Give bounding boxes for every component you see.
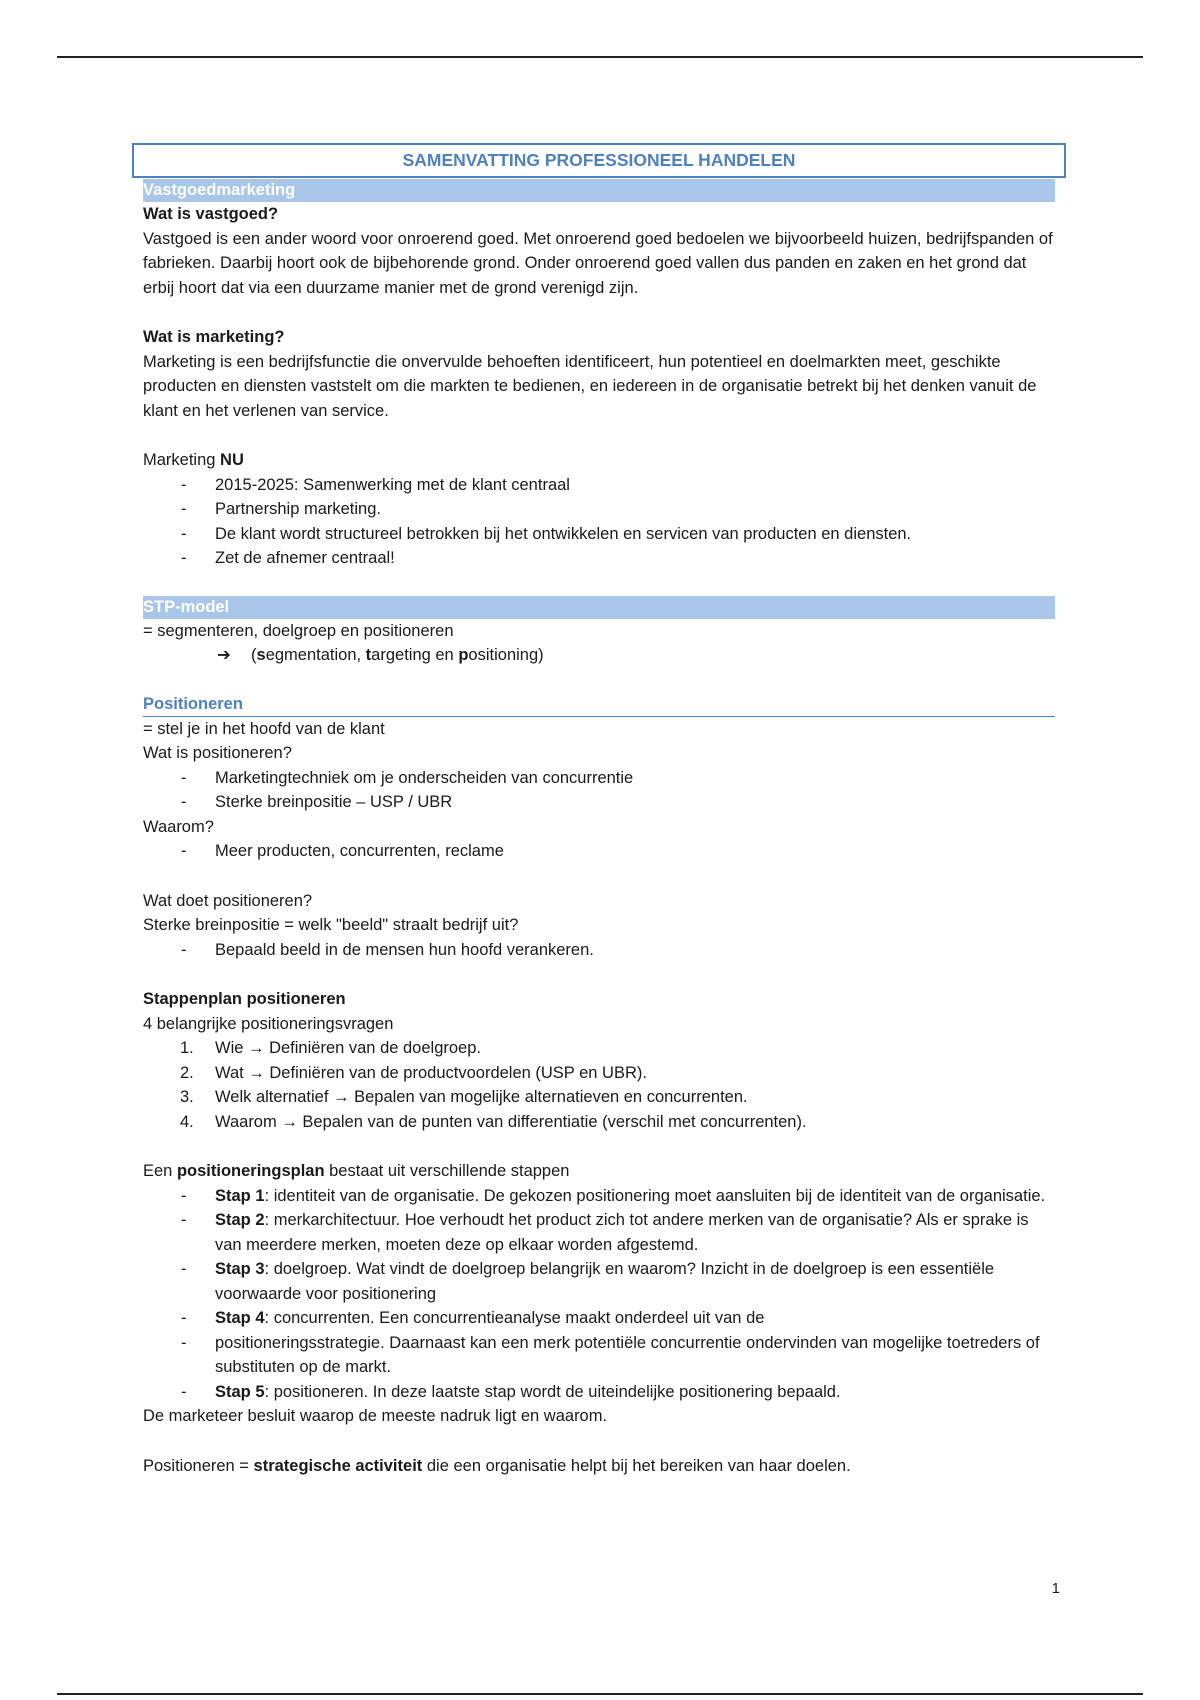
- question-what-positioning: Wat is positioneren?: [143, 744, 292, 762]
- why-list: [143, 839, 1055, 864]
- stp-definition: = segmenteren, doelgroep en positioneren: [143, 621, 454, 640]
- list-item: - 2015-2025: Samenwerking met de klant centraal: [143, 473, 1055, 498]
- final-statement: Positioneren = strategische activiteit die een organisatie helpt bij het bereiken van haar doelen.: [143, 1456, 851, 1475]
- list-item: - De klant wordt structureel betrokken bij het ontwikkelen en servicen van producten en diensten.: [143, 522, 1055, 547]
- list-item: - Sterke breinpositie – USP / UBR: [143, 790, 1055, 815]
- list-item: - positioneringsstrategie. Daarnaast kan een merk potentiële concurrentie ondervinden van mogelijke toetreders of substituten op de markt.: [143, 1331, 1055, 1380]
- list-item: - Stap 1: identiteit van de organisatie. De gekozen positionering moet aansluiten bij de identiteit van de organisatie.: [143, 1184, 1055, 1209]
- positioning-plan-intro: Een positioneringsplan bestaat uit verschillende stappen: [143, 1162, 570, 1180]
- list-item: 2. Wat → Definiëren van de productvoordelen (USP en UBR).: [180, 1063, 647, 1082]
- list-item: 3. Welk alternatief → Bepalen van mogelijke alternatieven en concurrenten.: [180, 1088, 748, 1106]
- marketing-nu-list: [143, 473, 1055, 571]
- plan-list: [143, 1036, 1055, 1134]
- plan-title: Stappenplan positioneren: [143, 990, 346, 1008]
- paragraph-marketing: Marketing is een bedrijfsfunctie die onvervulde behoeften identificeert, hun potentieel en doelmarkten meet, geschikte producten en diensten vaststelt om die markten te bedienen, en iedereen in de organisatie betrekt bij het denken vanuit de klant en het verlenen van service.: [143, 352, 1037, 420]
- document-body: [143, 145, 1055, 1478]
- list-item: 1. Wie → Definiëren van de doelgroep.: [180, 1039, 481, 1057]
- stp-arrow-line: ➔ (segmentation, targeting en positioning): [143, 643, 1055, 668]
- list-item: - Stap 3: doelgroep. Wat vindt de doelgroep belangrijk en waarom? Inzicht in de doelgroep is een essentiële voorwaarde voor positionering: [143, 1257, 1055, 1306]
- question-marketing: Wat is marketing?: [143, 328, 285, 346]
- list-item: - Stap 4: concurrenten. Een concurrentieanalyse maakt onderdeel uit van de: [143, 1306, 1055, 1331]
- header-rule: [57, 56, 1143, 58]
- list-item: - Partnership marketing.: [143, 497, 1055, 522]
- closing-line: De marketeer besluit waarop de meeste nadruk ligt en waarom.: [143, 1407, 608, 1425]
- paragraph-vastgoed: Vastgoed is een ander woord voor onroerend goed. Met onroerend goed bedoelen we bijvoorbeeld huizen, bedrijfspanden of fabrieken. Daarbij hoort ook de bijbehorende grond. Onder onroerend goed vallen dus panden en zaken en het grond dat erbij hoort dat via een duurzame manier met de grond verenigd zijn.: [143, 229, 1053, 297]
- plan-subtitle: 4 belangrijke positioneringsvragen: [143, 1014, 394, 1033]
- image-list: [143, 938, 1055, 963]
- list-item: - Marketingtechniek om je onderscheiden van concurrentie: [143, 766, 1055, 791]
- section-heading-vastgoedmarketing: Vastgoedmarketing: [143, 179, 1055, 202]
- question-why: Waarom?: [143, 817, 214, 836]
- arrow-icon: ➔: [217, 646, 231, 664]
- list-item: - Stap 2: merkarchitectuur. Hoe verhoudt het product zich tot andere merken van de organisatie? Als er sprake is van meerdere merken, moeten deze op elkaar worden afgestemd.: [143, 1208, 1055, 1257]
- list-item: - Zet de afnemer centraal!: [143, 546, 1055, 571]
- marketing-nu-label: Marketing NU: [143, 451, 244, 469]
- footer-rule: [57, 1693, 1143, 1695]
- positioning-list: [143, 766, 1055, 815]
- list-item: - Meer producten, concurrenten, reclame: [143, 839, 1055, 864]
- question-what-does-positioning: Wat doet positioneren?: [143, 891, 313, 910]
- brain-position-line: Sterke breinpositie = welk "beeld" straalt bedrijf uit?: [143, 916, 519, 934]
- document-title: SAMENVATTING PROFESSIONEEL HANDELEN: [132, 143, 1066, 178]
- steps-list: [143, 1184, 1055, 1405]
- subheading-positioneren: Positioneren: [143, 693, 1055, 717]
- list-item: - Stap 5: positioneren. In deze laatste stap wordt de uiteindelijke positionering bepaald.: [143, 1380, 1055, 1405]
- list-item: - Bepaald beeld in de mensen hun hoofd verankeren.: [143, 938, 1055, 963]
- list-item: 4. Waarom → Bepalen van de punten van differentiatie (verschil met concurrenten).: [180, 1112, 807, 1131]
- positioneren-definition: = stel je in het hoofd van de klant: [143, 719, 385, 738]
- section-heading-stp-model: STP-model: [143, 596, 1055, 619]
- page-number: 1: [1051, 1580, 1060, 1597]
- question-vastgoed: Wat is vastgoed?: [143, 205, 279, 223]
